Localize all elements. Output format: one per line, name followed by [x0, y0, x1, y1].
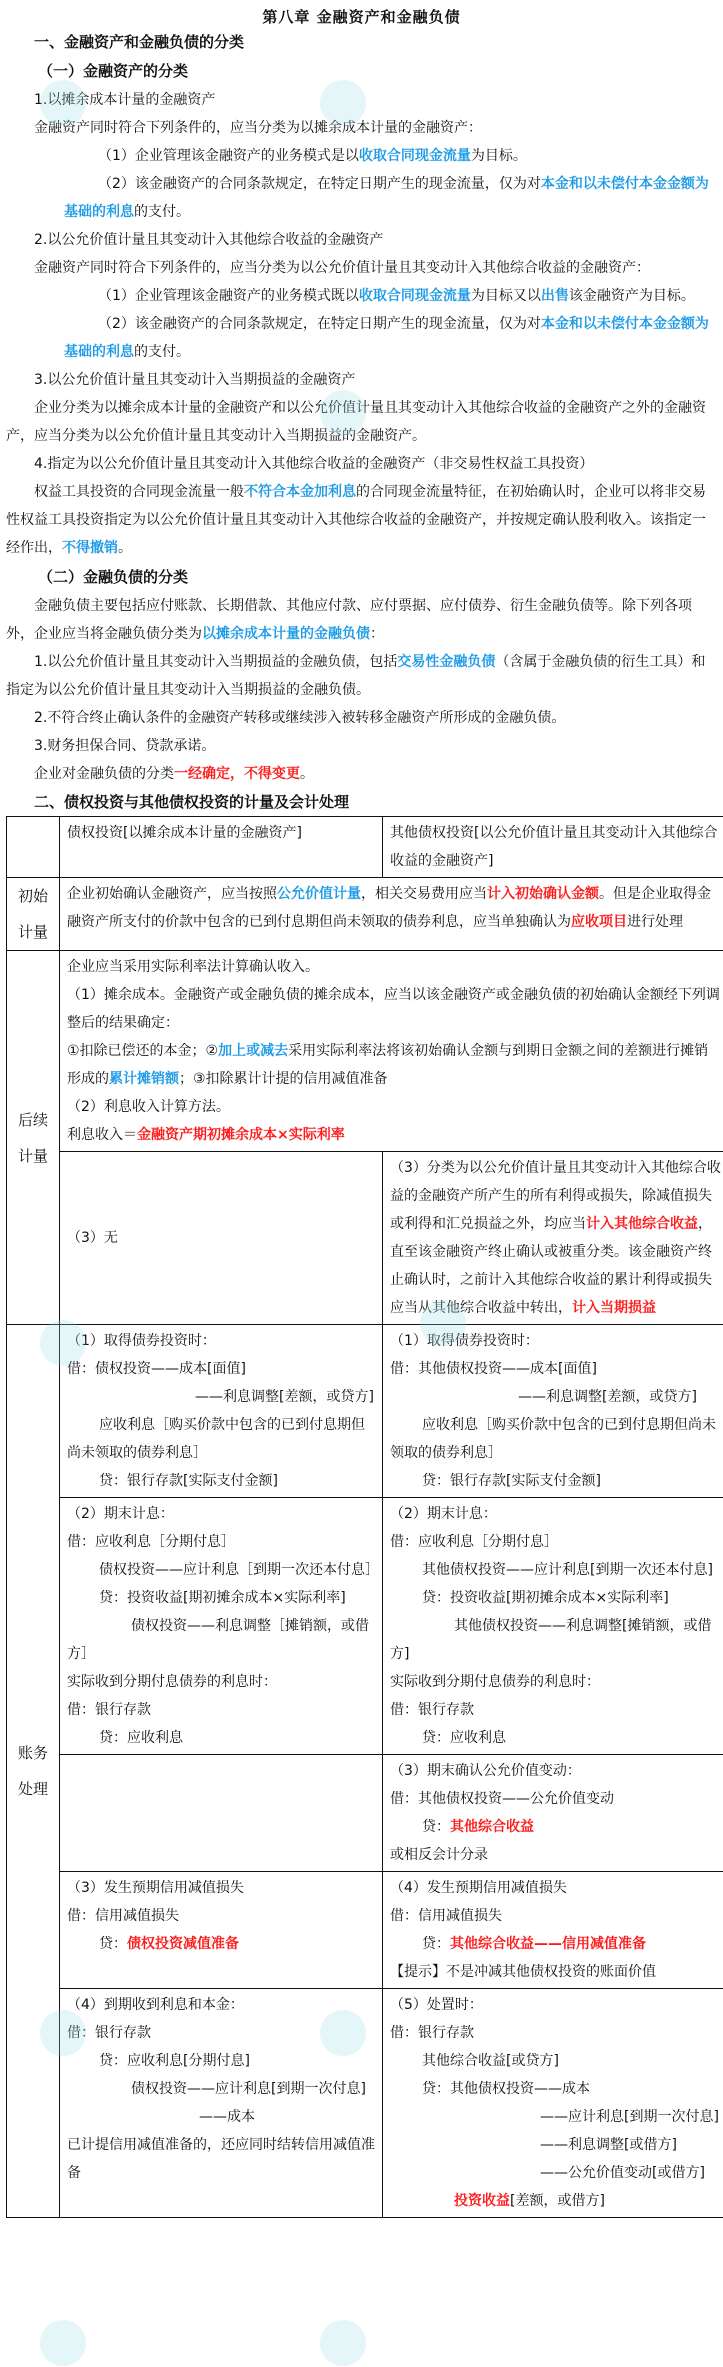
text: （1）取得债券投资时： — [390, 1333, 539, 1349]
text: 贷： — [422, 1819, 450, 1835]
highlight: 债权投资减值准备 — [127, 1936, 239, 1952]
text: 应收利息［购买价款中包含的已到付息期但尚未领取的债券利息］ — [67, 1417, 365, 1461]
text: ——成本 — [199, 2109, 255, 2125]
text: 【提示】不是冲减其他债权投资的账面价值 — [390, 1964, 656, 1980]
text: 的支付。 — [134, 344, 190, 360]
table-row-period-interest — [7, 1498, 723, 1755]
text: （3）发生预期信用减值损失 — [67, 1880, 244, 1896]
highlight: 计入其他综合收益 — [586, 1216, 698, 1232]
text: 的支付。 — [134, 204, 190, 220]
text: 贷：投资收益[期初摊余成本×实际利率] — [422, 1590, 669, 1606]
section-1-heading: 一、金融资产和金融负债的分类 — [34, 33, 245, 51]
text: （1）取得债券投资时： — [67, 1333, 216, 1349]
watermark-logo-icon — [320, 2320, 366, 2366]
subsequent-other-debt-cell — [383, 1152, 723, 1325]
text: （2）期末计息： — [390, 1506, 497, 1522]
text: 实际收到分期付息债券的利息时： — [390, 1674, 600, 1690]
text: 借：债权投资——成本[面值] — [67, 1361, 246, 1377]
item-2-intro: 金融资产同时符合下列条件的，应当分类为以公允价值计量且其变动计入其他综合收益的金融资产： — [34, 260, 650, 276]
liability-item-2: 2.不符合终止确认条件的金融资产转移或继续涉入被转移金融资产所形成的金融负债。 — [34, 710, 566, 726]
subsequent-shared-cell — [60, 951, 723, 1152]
text: 或相反会计分录 — [390, 1847, 488, 1863]
text: 应收利息［购买价款中包含的已到付息期但尚未领取的债券利息］ — [390, 1417, 716, 1461]
text: 债权投资——应计利息［到期一次还本付息］ — [99, 1562, 379, 1578]
highlight: 应收项目 — [571, 914, 627, 930]
text: 贷：银行存款[实际支付金额] — [422, 1473, 601, 1489]
highlight: 不符合本金加利息 — [244, 484, 356, 500]
text: 借：银行存款 — [67, 1702, 151, 1718]
row-label-subsequent: 后续计量 — [7, 951, 60, 1325]
table-row-fair-value — [7, 1755, 723, 1872]
text: 金融负债主要包括应付账款、长期借款、其他应付款、应付票据、应付债券、衍生金融负债等。除下列各项外，企业应当将金融负债分类为 — [6, 598, 692, 642]
text: 已计提信用减值准备的，还应同时结转信用减值准备 — [67, 2137, 375, 2181]
liability-item-1 — [0, 648, 723, 704]
period-interest-debt-cell — [60, 1498, 383, 1755]
text: [差额，或借方] — [510, 2193, 605, 2209]
text: 债权投资——应计利息[到期一次付息] — [131, 2081, 366, 2097]
table-header-row — [7, 817, 723, 878]
highlight: 金融资产期初摊余成本×实际利率 — [137, 1127, 345, 1143]
highlight: 计入当期损益 — [572, 1300, 656, 1316]
comparison-table — [6, 816, 723, 2218]
text: 贷：应收利息[分期付息] — [99, 2053, 250, 2069]
highlight: 其他综合收益 — [450, 1819, 534, 1835]
highlight: 收取合同现金流量 — [358, 148, 471, 164]
text — [67, 1037, 722, 1093]
item-1-condition-1 — [0, 142, 723, 170]
text: （1）企业管理该金融资产的业务模式是以 — [98, 148, 359, 164]
table-row-initial — [7, 878, 723, 951]
chapter-title: 第八章 金融资产和金融负债 — [262, 8, 461, 26]
text: 企业应当采用实际利率法计算确认收入。 — [67, 959, 319, 975]
text: 。 — [118, 540, 132, 556]
highlight: 累计摊销额 — [109, 1071, 179, 1087]
acquire-debt-cell — [60, 1325, 383, 1498]
text: 借：应收利息［分期付息］ — [390, 1534, 558, 1550]
highlight: 本金和以未偿付本金金额为基础的利息 — [64, 176, 709, 220]
text: 采用实际利率法将该初始确认金额与到期日金额之间的差额进行摊销形成的 — [67, 1043, 709, 1087]
text: 企业对金融负债的分类 — [34, 766, 174, 782]
item-3-title: 3.以公允价值计量且其变动计入当期损益的金融资产 — [34, 372, 356, 388]
item-2-title: 2.以公允价值计量且其变动计入其他综合收益的金融资产 — [34, 232, 384, 248]
highlight: 计入初始确认金额 — [487, 886, 599, 902]
text: （2）利息收入计算方法。 — [67, 1099, 230, 1115]
period-interest-other-debt-cell — [383, 1498, 723, 1755]
text: （4）到期收到利息和本金： — [67, 1997, 244, 2013]
item-1-condition-2 — [0, 170, 723, 226]
text: ——应计利息[到期一次付息] — [540, 2109, 719, 2125]
item-1-intro: 金融资产同时符合下列条件的，应当分类为以摊余成本计量的金融资产： — [34, 120, 482, 136]
text — [390, 2187, 722, 2215]
fair-value-debt-cell — [60, 1755, 383, 1872]
section-2-heading: 二、债权投资与其他债权投资的计量及会计处理 — [34, 793, 350, 811]
text — [390, 1813, 722, 1841]
text: 借：信用减值损失 — [390, 1908, 502, 1924]
highlight: 本金和以未偿付本金金额为基础的利息 — [64, 316, 709, 360]
text: 企业初始确认金融资产，应当按照 — [67, 886, 277, 902]
text: 借：信用减值损失 — [67, 1908, 179, 1924]
table-row-subsequent-shared — [7, 951, 723, 1152]
acquire-other-debt-cell — [383, 1325, 723, 1498]
text: 权益工具投资的合同现金流量一般 — [34, 484, 244, 500]
text: 。但是企业取得金融资产所支付的价款中包含的已到付息期但尚未领取的债券利息，应当单独确认为 — [67, 886, 711, 930]
text: 实际收到分期付息债券的利息时： — [67, 1674, 277, 1690]
text: 。 — [300, 766, 314, 782]
text: 为目标又以 — [470, 288, 541, 304]
highlight: 不得撤销 — [62, 540, 118, 556]
header-empty-cell — [7, 817, 60, 878]
highlight: 出售 — [540, 288, 569, 304]
text: 其他债权投资——利息调整[摊销额，或借方] — [390, 1618, 712, 1662]
text: ；③扣除累计计提的信用减值准备 — [179, 1071, 388, 1087]
text: 借：银行存款 — [67, 2025, 151, 2041]
text: 为目标。 — [470, 148, 527, 164]
text: （2）期末计息： — [67, 1506, 174, 1522]
highlight: 投资收益 — [454, 2193, 510, 2209]
text: 借：其他债权投资——公允价值变动 — [390, 1791, 614, 1807]
text: （4）发生预期信用减值损失 — [390, 1880, 567, 1896]
text: 利息收入＝ — [67, 1127, 137, 1143]
table-row-maturity-disposal — [7, 1989, 723, 2218]
text: （5）处置时： — [390, 1997, 483, 2013]
initial-measurement-cell — [60, 878, 723, 951]
liability-intro — [0, 592, 723, 648]
text: 贷：其他债权投资——成本 — [422, 2081, 590, 2097]
text: 贷： — [99, 1936, 127, 1952]
text: ——利息调整[差额，或贷方] — [195, 1389, 374, 1405]
item-3-text: 企业分类为以摊余成本计量的金融资产和以公允价值计量且其变动计入其他综合收益的金融资产之外的金融资产，应当分类为以公允价值计量且其变动计入当期损益的金融资产。 — [6, 400, 706, 444]
subsection-2-heading: （二）金融负债的分类 — [38, 568, 189, 586]
subsequent-debt-cell: （3）无 — [60, 1152, 383, 1325]
text: ——公允价值变动[或借方] — [540, 2165, 705, 2181]
item-4-title: 4.指定为以公允价值计量且其变动计入其他综合收益的金融资产（非交易性权益工具投资） — [34, 456, 594, 472]
text — [67, 1121, 722, 1149]
liability-item-3: 3.财务担保合同、贷款承诺。 — [34, 738, 216, 754]
table-row-impairment — [7, 1872, 723, 1989]
text: 1.以公允价值计量且其变动计入当期损益的金融负债，包括 — [34, 654, 398, 670]
item-2-condition-1 — [0, 282, 723, 310]
text: ——利息调整[差额，或贷方] — [518, 1389, 697, 1405]
text: 债权投资——利息调整［摊销额，或借方］ — [67, 1618, 369, 1662]
highlight: 收取合同现金流量 — [358, 288, 471, 304]
impairment-other-debt-cell — [383, 1872, 723, 1989]
item-1-title: 1.以摊余成本计量的金融资产 — [34, 92, 216, 108]
text: 贷：投资收益[期初摊余成本×实际利率] — [99, 1590, 346, 1606]
row-label-initial: 初始计量 — [7, 878, 60, 951]
text: （2）该金融资产的合同条款规定，在特定日期产生的现金流量，仅为对 — [98, 316, 541, 332]
text: 借：其他债权投资——成本[面值] — [390, 1361, 597, 1377]
text: 借：应收利息［分期付息］ — [67, 1534, 235, 1550]
item-2-condition-2 — [0, 310, 723, 366]
text: （1）企业管理该金融资产的业务模式既以 — [98, 288, 359, 304]
header-debt-investment: 债权投资[以摊余成本计量的金融资产] — [60, 817, 383, 878]
disposal-other-debt-cell — [383, 1989, 723, 2218]
text — [67, 1930, 376, 1958]
header-other-debt-investment: 其他债权投资[以公允价值计量且其变动计入其他综合收益的金融资产] — [383, 817, 723, 878]
text: 该金融资产为目标。 — [568, 288, 695, 304]
text: （1）摊余成本。金融资产或金融负债的摊余成本，应当以该金融资产或金融负债的初始确认金额经下列调整后的结果确定： — [67, 987, 720, 1031]
text: 其他债权投资——应计利息[到期一次还本付息] — [422, 1562, 713, 1578]
text: ，相关交易费用应当 — [361, 886, 487, 902]
text: ①扣除已偿还的本金；② — [67, 1043, 219, 1059]
text: 借：银行存款 — [390, 1702, 474, 1718]
text: 贷：应收利息 — [422, 1730, 506, 1746]
table-row-subsequent-split — [7, 1152, 723, 1325]
fair-value-other-debt-cell — [383, 1755, 723, 1872]
text: ，直至该金融资产终止确认或被重分类。该金融资产终止确认时，之前计入其他综合收益的累计利得或损失应当从其他综合收益中转出， — [390, 1216, 712, 1316]
text: 贷：银行存款[实际支付金额] — [99, 1473, 278, 1489]
subsection-1-heading: （一）金融资产的分类 — [38, 62, 189, 80]
table-row-acquire — [7, 1325, 723, 1498]
highlight: 加上或减去 — [218, 1043, 289, 1059]
highlight: 公允价值计量 — [277, 886, 361, 902]
item-4-text — [0, 478, 723, 562]
text: 的合同现金流量特征，在初始确认时，企业可以将非交易性权益工具投资指定为以公允价值计量且其变动计入其他综合收益的金融资产，并按规定确认股利收入。该指定一经作出， — [6, 484, 706, 556]
text: （3）期末确认公允价值变动： — [390, 1763, 581, 1779]
text: 其他综合收益[或贷方] — [422, 2053, 559, 2069]
watermark-logo-icon — [40, 2320, 86, 2366]
liability-note — [0, 760, 723, 788]
text: （含属于金融负债的衍生工具）和指定为以公允价值计量且其变动计入当期损益的金融负债。 — [6, 654, 706, 698]
text: 贷： — [422, 1936, 450, 1952]
text: （3）分类为以公允价值计量且其变动计入其他综合收益的金融资产所产生的所有利得或损失，除减值损失或利得和汇兑损益之外，均应当 — [390, 1160, 721, 1232]
text: ： — [370, 626, 384, 642]
text: 贷：应收利息 — [99, 1730, 183, 1746]
highlight: 一经确定，不得变更 — [174, 766, 300, 782]
impairment-debt-cell — [60, 1872, 383, 1989]
maturity-debt-cell — [60, 1989, 383, 2218]
highlight: 以摊余成本计量的金融负债 — [202, 626, 370, 642]
row-label-accounting: 账务处理 — [7, 1325, 60, 2218]
text: 借：银行存款 — [390, 2025, 474, 2041]
text: ——利息调整[或借方] — [540, 2137, 677, 2153]
text — [390, 1930, 722, 1958]
highlight: 交易性金融负债 — [397, 654, 496, 670]
highlight: 其他综合收益——信用减值准备 — [450, 1936, 646, 1952]
text: 进行处理 — [627, 914, 683, 930]
text: （2）该金融资产的合同条款规定，在特定日期产生的现金流量，仅为对 — [98, 176, 541, 192]
